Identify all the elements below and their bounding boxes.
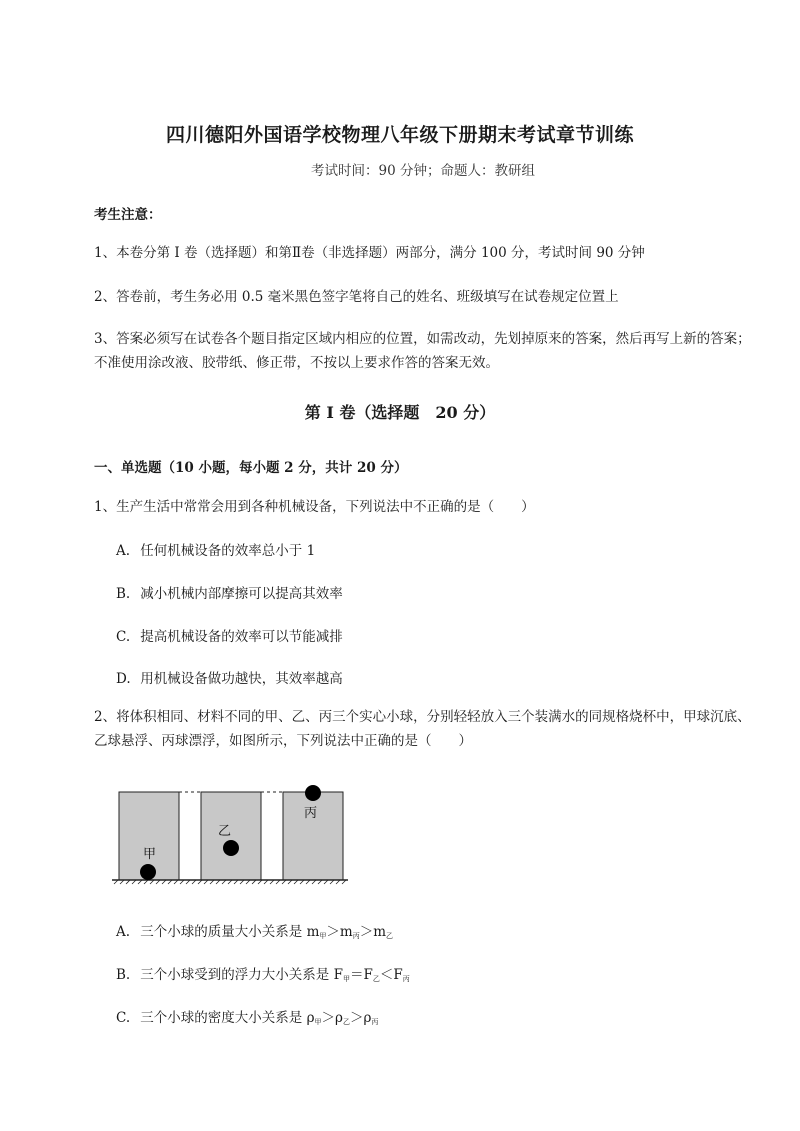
option-key: B.: [116, 586, 131, 602]
option-key: C.: [116, 1010, 131, 1026]
option-key: C.: [116, 629, 131, 645]
option-text: 三个小球受到的浮力大小关系是: [140, 967, 330, 983]
beakers-figure: [112, 780, 352, 890]
q1-option-b: [116, 582, 343, 602]
option-text: 用机械设备做功越快，其效率越高: [140, 671, 343, 687]
q2-option-c: [116, 1006, 378, 1027]
part-title: 一、单选题（10 小题，每小题 2 分，共计 20 分）: [94, 460, 408, 476]
label-jia: 甲: [143, 847, 157, 862]
q1-option-d: [116, 667, 343, 687]
q1-option-c: [116, 625, 343, 645]
q2-option-b: [116, 963, 410, 984]
option-key: D.: [116, 671, 131, 687]
section-title: 第 I 卷（选择题 20 分）: [304, 403, 496, 422]
ball-jia: [140, 864, 156, 880]
option-text: 提高机械设备的效率可以节能减排: [140, 629, 343, 645]
page-title: 四川德阳外国语学校物理八年级下册期末考试章节训练: [165, 124, 634, 146]
formula: $F_甲=F_乙<F_丙$: [333, 967, 410, 983]
note-item-1: 1、本卷分第 I 卷（选择题）和第Ⅱ卷（非选择题）两部分，满分 100 分，考试时间 90 分钟: [94, 245, 645, 261]
option-text: 减小机械内部摩擦可以提高其效率: [140, 586, 343, 602]
q2-option-a: [116, 920, 393, 941]
label-bing: 丙: [304, 806, 318, 821]
option-key: B.: [116, 967, 131, 983]
option-key: A.: [116, 543, 131, 559]
ball-bing: [305, 785, 321, 801]
note-item-2: 2、答卷前，考生务必用 0.5 毫米黑色签字笔将自己的姓名、班级填写在试卷规定位置上: [94, 289, 619, 305]
q1-option-a: [116, 539, 315, 559]
label-yi: 乙: [218, 824, 232, 839]
option-key: A.: [116, 924, 131, 940]
formula: $m_甲>m_丙>m_乙$: [306, 924, 394, 940]
exam-info: 考试时间：90 分钟；命题人：教研组: [311, 163, 535, 179]
question-1-stem: 1、生产生活中常常会用到各种机械设备，下列说法中不正确的是（ ）: [94, 499, 535, 515]
option-text: 三个小球的质量大小关系是: [140, 924, 303, 940]
formula: $\rho_甲>\rho_乙>\rho_丙$: [306, 1010, 379, 1026]
option-text: 三个小球的密度大小关系是: [140, 1010, 303, 1026]
option-text: 任何机械设备的效率总小于 1: [140, 543, 316, 559]
note-item-3: 3、答案必须写在试卷各个题目指定区域内相应的位置，如需改动，先划掉原来的答案，然后再写上新的答案；不准使用涂改液、胶带纸、修正带，不按以上要求作答的答案无效。: [94, 331, 751, 371]
question-2-stem: 2、将体积相同、材料不同的甲、乙、丙三个实心小球，分别轻轻放入三个装满水的同规格烧杯中，甲球沉底、乙球悬浮、丙球漂浮，如图所示，下列说法中正确的是（ ）: [94, 709, 751, 749]
ball-yi: [223, 840, 239, 856]
notes-heading: 考生注意：: [94, 207, 162, 223]
